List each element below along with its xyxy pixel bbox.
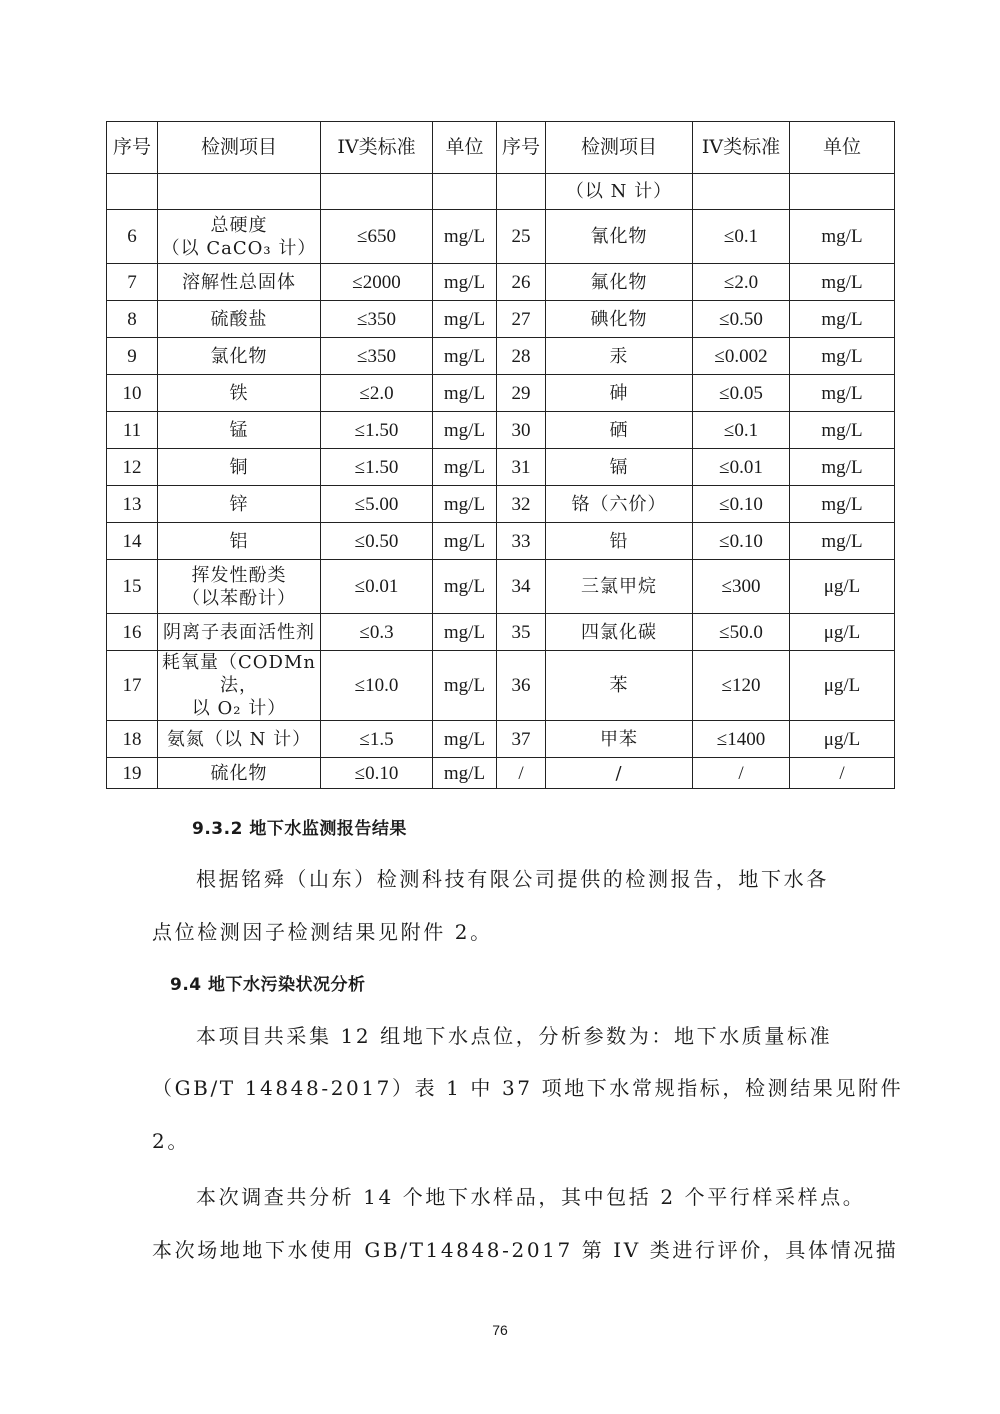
row-number-cell: 27	[497, 301, 546, 338]
unit-cell: mg/L	[790, 264, 895, 301]
table-row	[107, 375, 895, 412]
item-name-cell: 苯	[546, 651, 693, 721]
item-name-cell: 锰	[158, 412, 321, 449]
empty-cell	[693, 174, 790, 210]
standard-value-cell: ≤0.1	[693, 412, 790, 449]
table-row	[107, 486, 895, 523]
paragraph-line: 点位检测因子检测结果见附件 2。	[152, 920, 493, 944]
header-cell: 序号	[107, 122, 158, 174]
unit-cell: mg/L	[433, 758, 497, 789]
row-number-cell: 11	[107, 412, 158, 449]
header-cell: IV类标准	[321, 122, 433, 174]
table-row	[107, 721, 895, 758]
row-number-cell: 9	[107, 338, 158, 375]
row-number-cell: 8	[107, 301, 158, 338]
standard-value-cell: ≤0.05	[693, 375, 790, 412]
unit-cell: mg/L	[790, 523, 895, 560]
unit-cell: μg/L	[790, 721, 895, 758]
empty-cell	[433, 174, 497, 210]
unit-cell: mg/L	[790, 375, 895, 412]
row-number-cell: 37	[497, 721, 546, 758]
unit-cell: mg/L	[790, 210, 895, 264]
empty-cell	[158, 174, 321, 210]
item-name-cell: 铁	[158, 375, 321, 412]
table-body	[107, 122, 895, 789]
standard-value-cell: ≤0.10	[321, 758, 433, 789]
row-number-cell: 16	[107, 614, 158, 651]
unit-cell: mg/L	[433, 614, 497, 651]
standard-value-cell: ≤0.3	[321, 614, 433, 651]
unit-cell: μg/L	[790, 651, 895, 721]
row-number-cell: 35	[497, 614, 546, 651]
paragraph-line: 本次调查共分析 14 个地下水样品，其中包括 2 个平行样采样点。	[196, 1185, 866, 1209]
item-name-cell: 铬（六价）	[546, 486, 693, 523]
item-name-cell: 阴离子表面活性剂	[158, 614, 321, 651]
standard-value-cell: ≤1.50	[321, 449, 433, 486]
table-row	[107, 338, 895, 375]
paragraph-line: （GB/T 14848-2017）表 1 中 37 项地下水常规指标，检测结果见附件	[152, 1076, 904, 1100]
row-number-cell: 29	[497, 375, 546, 412]
unit-cell: mg/L	[433, 449, 497, 486]
standard-value-cell: /	[693, 758, 790, 789]
table-row	[107, 449, 895, 486]
table-row	[107, 560, 895, 614]
header-cell: 序号	[497, 122, 546, 174]
row-number-cell: 13	[107, 486, 158, 523]
header-cell: 检测项目	[158, 122, 321, 174]
item-name-cell: 硒	[546, 412, 693, 449]
unit-cell: μg/L	[790, 614, 895, 651]
continuation-row	[107, 174, 895, 210]
section-heading-9-4: 9.4 地下水污染状况分析	[170, 975, 366, 995]
row-number-cell: 26	[497, 264, 546, 301]
item-name-cell: 溶解性总固体	[158, 264, 321, 301]
row-number-cell: 36	[497, 651, 546, 721]
row-number-cell: 34	[497, 560, 546, 614]
table-row	[107, 758, 895, 789]
empty-cell	[321, 174, 433, 210]
item-name-cell: 四氯化碳	[546, 614, 693, 651]
row-number-cell: 15	[107, 560, 158, 614]
empty-cell	[107, 174, 158, 210]
row-number-cell: 19	[107, 758, 158, 789]
unit-cell: mg/L	[433, 375, 497, 412]
unit-cell: mg/L	[433, 264, 497, 301]
item-name-cell: 总硬度 （以 CaCO₃ 计）	[158, 210, 321, 264]
row-number-cell: 12	[107, 449, 158, 486]
empty-cell	[790, 174, 895, 210]
unit-cell: /	[790, 758, 895, 789]
table-row	[107, 301, 895, 338]
item-name-cell: 碘化物	[546, 301, 693, 338]
table-header-row	[107, 122, 895, 174]
standard-value-cell: ≤1400	[693, 721, 790, 758]
standard-value-cell: ≤2000	[321, 264, 433, 301]
standard-value-cell: ≤0.01	[693, 449, 790, 486]
standard-value-cell: ≤0.01	[321, 560, 433, 614]
standard-value-cell: ≤650	[321, 210, 433, 264]
item-name-cell: 三氯甲烷	[546, 560, 693, 614]
unit-cell: mg/L	[790, 338, 895, 375]
item-name-cell: 氯化物	[158, 338, 321, 375]
standard-value-cell: ≤350	[321, 301, 433, 338]
standard-value-cell: ≤1.50	[321, 412, 433, 449]
item-name-cell: 挥发性酚类 （以苯酚计）	[158, 560, 321, 614]
table-row	[107, 523, 895, 560]
item-name-cell: 汞	[546, 338, 693, 375]
item-name-cell: 镉	[546, 449, 693, 486]
unit-cell: mg/L	[790, 486, 895, 523]
continuation-unit-cell: （以 N 计）	[546, 174, 693, 210]
standard-value-cell: ≤0.002	[693, 338, 790, 375]
unit-cell: mg/L	[433, 338, 497, 375]
header-cell: 单位	[790, 122, 895, 174]
standard-value-cell: ≤2.0	[693, 264, 790, 301]
empty-cell	[497, 174, 546, 210]
item-name-cell: 铜	[158, 449, 321, 486]
paragraph-line: 2。	[152, 1129, 190, 1153]
item-name-cell: 铝	[158, 523, 321, 560]
item-name-cell: /	[546, 758, 693, 789]
standard-value-cell: ≤50.0	[693, 614, 790, 651]
item-name-cell: 锌	[158, 486, 321, 523]
row-number-cell: 10	[107, 375, 158, 412]
standard-value-cell: ≤0.10	[693, 523, 790, 560]
header-cell: 单位	[433, 122, 497, 174]
standard-value-cell: ≤0.50	[321, 523, 433, 560]
unit-cell: mg/L	[433, 486, 497, 523]
standard-value-cell: ≤350	[321, 338, 433, 375]
standard-value-cell: ≤0.1	[693, 210, 790, 264]
item-name-cell: 耗氧量（CODMn 法， 以 O₂ 计）	[158, 651, 321, 721]
table-row	[107, 264, 895, 301]
unit-cell: mg/L	[433, 523, 497, 560]
row-number-cell: 25	[497, 210, 546, 264]
unit-cell: mg/L	[790, 449, 895, 486]
item-name-cell: 硫酸盐	[158, 301, 321, 338]
section-heading-9-3-2: 9.3.2 地下水监测报告结果	[192, 819, 407, 839]
page-number: 76	[492, 1322, 508, 1338]
unit-cell: mg/L	[433, 560, 497, 614]
item-name-cell: 硫化物	[158, 758, 321, 789]
row-number-cell: 18	[107, 721, 158, 758]
unit-cell: mg/L	[790, 412, 895, 449]
unit-cell: mg/L	[433, 301, 497, 338]
standard-value-cell: ≤120	[693, 651, 790, 721]
item-name-cell: 氨氮（以 N 计）	[158, 721, 321, 758]
table-row	[107, 651, 895, 721]
header-cell: IV类标准	[693, 122, 790, 174]
item-name-cell: 铅	[546, 523, 693, 560]
row-number-cell: 14	[107, 523, 158, 560]
unit-cell: mg/L	[433, 412, 497, 449]
standard-value-cell: ≤0.50	[693, 301, 790, 338]
row-number-cell: 31	[497, 449, 546, 486]
standard-value-cell: ≤5.00	[321, 486, 433, 523]
row-number-cell: 17	[107, 651, 158, 721]
paragraph-line: 根据铭舜（山东）检测科技有限公司提供的检测报告，地下水各	[196, 867, 829, 891]
row-number-cell: 33	[497, 523, 546, 560]
standard-value-cell: ≤1.5	[321, 721, 433, 758]
row-number-cell: 28	[497, 338, 546, 375]
table-row	[107, 210, 895, 264]
standard-value-cell: ≤10.0	[321, 651, 433, 721]
item-name-cell: 甲苯	[546, 721, 693, 758]
table-row	[107, 614, 895, 651]
table-row	[107, 412, 895, 449]
item-name-cell: 砷	[546, 375, 693, 412]
header-cell: 检测项目	[546, 122, 693, 174]
unit-cell: μg/L	[790, 560, 895, 614]
standard-value-cell: ≤0.10	[693, 486, 790, 523]
water-standard-table	[106, 121, 895, 789]
paragraph-line: 本项目共采集 12 组地下水点位，分析参数为：地下水质量标准	[196, 1024, 833, 1048]
row-number-cell: 7	[107, 264, 158, 301]
row-number-cell: 32	[497, 486, 546, 523]
item-name-cell: 氰化物	[546, 210, 693, 264]
item-name-cell: 氟化物	[546, 264, 693, 301]
row-number-cell: /	[497, 758, 546, 789]
standard-value-cell: ≤2.0	[321, 375, 433, 412]
paragraph-line: 本次场地地下水使用 GB/T14848-2017 第 IV 类进行评价，具体情况描	[152, 1238, 899, 1262]
unit-cell: mg/L	[433, 651, 497, 721]
unit-cell: mg/L	[433, 210, 497, 264]
row-number-cell: 6	[107, 210, 158, 264]
standard-value-cell: ≤300	[693, 560, 790, 614]
unit-cell: mg/L	[790, 301, 895, 338]
unit-cell: mg/L	[433, 721, 497, 758]
row-number-cell: 30	[497, 412, 546, 449]
